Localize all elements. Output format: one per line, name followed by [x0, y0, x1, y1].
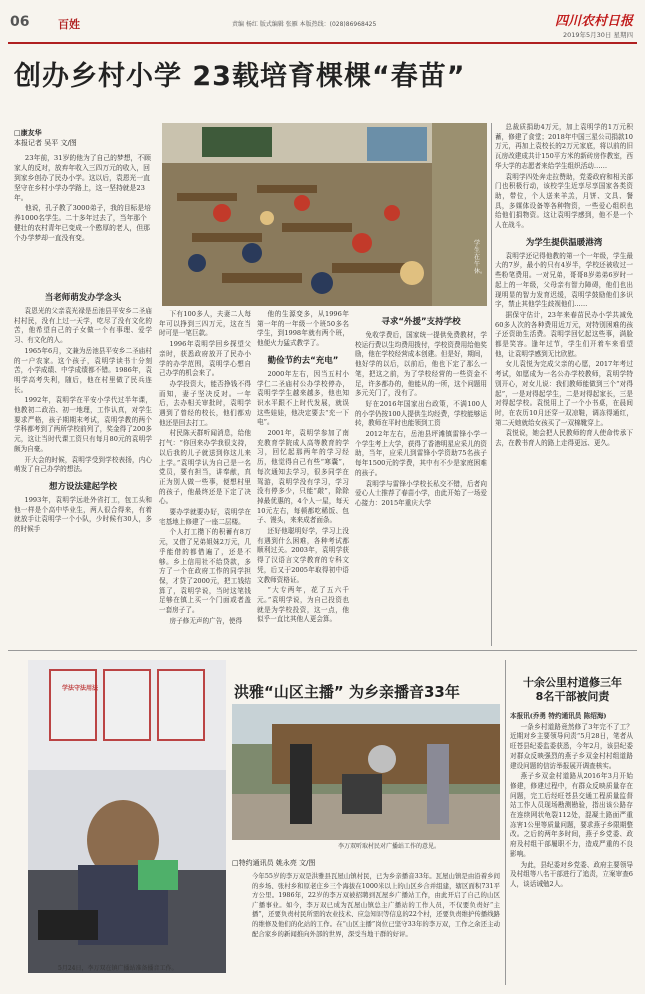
author: □康友华: [14, 129, 42, 137]
paragraph: 女儿袁悦为完成父亲的心愿，2017年考过考试，如愿成为一名公办学校教师，袁明学特别开心，对女儿说：我们教师能做到三个“对得起”，一是对得起学生，二是对得起家长，三是对得起学校。袁悦用上了一个小书桌，在晨间时，在农历10月还穿一双凉鞋，调冻得通红，第二天她就给女孩买了一双棉靴穿上。: [495, 360, 633, 427]
paragraph: 1993年，袁明学远赴外省打工，包工头和他一样是个高中毕业生，两人很合得来，有着就放手让袁明学一个小队，少时候有30人，多的时候手: [14, 495, 152, 534]
subhead: 为学生提供温暖港湾: [525, 237, 603, 248]
paragraph: 袁悦说，她会把人民教师的育人使命传承下去，在教书育人的路上走得更远、更久。: [495, 429, 633, 448]
paragraph: 好在2016年国家出台政策，不满100人的小学仍按100人提供生均经费，学校能够运转，教师在平时也能领到工资: [355, 399, 487, 428]
paragraph: 袁恩光的父亲袁光禄是岳池县平安乡二圣庙村村民，没有上过一天学，吃尽了没有文化的苦，他希望自己的子女做一个有事理、爱学习、有文化的人。: [14, 307, 152, 345]
subhead: 想方设法建起学校: [48, 481, 117, 492]
paragraph: 据保守估计，23年来春苗民办小学共减免60多人次的各种费用近万元，对特别困难的孩子还资助生活费。袁明学回忆起这些事，满脸都是笑容。逢年过节，学生们开着车来看望他，让袁明学感到无比欣慰。: [495, 310, 633, 358]
column-2: [159, 310, 251, 646]
story3-byline: 本报讯(乔勇 特约通讯员 陈绍海): [510, 712, 607, 720]
reporter: 本报记者 吴平 文/图: [14, 139, 77, 147]
paragraph: 袁明学四处奔走拉赞助，党委政府和相关部门也积极行动，该校学生近享尽享国家各类资助，带位，个人送来羊羔，月饼、文具、餐具，多媒体设备等各种物资，一些爱心组织也给他们捐物资。这让袁明学感到，他不是一个人在战斗。: [495, 172, 633, 230]
paragraph: 一条乡村道路竟然修了3年完不了工？近期对乡主要领导问责“5月28日，笔者从旺苍县纪委监委获悉，今年2月，该县纪委对群众反映强烈的燕子乡双金村村组道路建设问题的信访举报展开调查核实。: [510, 722, 633, 770]
story3-headline: 十余公里村道修三年 8名干部被问责: [523, 676, 622, 703]
paragraph: 他的生源变多，从1996年第一年的一年级一个班50多名学生，到1998年就有两个班，他便火力猛式教学了。: [257, 310, 349, 348]
paragraph: 还好他聪明好学，学习上没有遇到什么困难，各种考试都顺利过关。2003年，袁明学获得了汉语言文学教育的专科文凭，后又于2005年取得初中语文教师资格证。: [257, 527, 349, 584]
subhead: 当老师萌发办学念头: [44, 293, 122, 303]
issue-date: 2019年5月30日 星期四: [562, 31, 633, 39]
paragraph: 1992年，袁明学在平安小学代过半年课，他教初二政治、初一地理，工作认真，对学生要求严格，孩子期期末考试，袁明学教的两个学科都考到了两所学校前列了，奖金得了200多元，这让当时代课工资只有每月80元的袁明学颇为自豪。: [14, 396, 152, 453]
paragraph: 1996年袁明学回乡探望父亲时，获悉政府放开了民办小学的办学范围，袁明学心想自己办学的机会来了。: [159, 340, 251, 378]
paragraph: 2012年左右，岳池县坪滩镇雷锋小学一个学生考上大学，获得了香港明星应采儿的资助，当年，应采儿到雷锋小学资助75名孩子每年1500元的学费，其中有不少是家庭困难的孩子。: [355, 430, 487, 477]
paragraph: 为此，县纪委对乡党委、政府主要领导及村组等八名干部进行了追责，立案审查6人，谈话诫勉2人。: [510, 860, 633, 888]
photo-caption: 学生在午休。: [474, 240, 487, 275]
header-divider: [8, 42, 637, 44]
column-4: [355, 310, 487, 646]
paragraph: 袁明学还记得他教的第一个一年级，学生最大的7岁，最小的只有4岁半，学校还被收过一些粉笔费用。一对兄弟，哥哥8岁弟弟6岁时一起上的一年级，父母亲有智力障碍，他们也出现明显的智力发育迟缓，袁明学鼓励他们多识字，禁止其他学生歧视他们……: [495, 251, 633, 309]
story2-headline: 洪雅“山区主播” 为乡亲播音33年: [234, 683, 460, 701]
paragraph: 1965年6月，文兼为岳池县平安乡二圣庙村的一户农家。这个孩子，袁明学读书十分刻苦，小学成绩、中学成绩都不错。1986年，袁明学高考失利，随后，他在村里做了民兵连长。: [14, 346, 152, 394]
paragraph: 要办学就要办好，袁明学在宅基地上修建了一座二层楼。: [159, 508, 251, 526]
newspaper-logo: 四川农村日报: [554, 14, 633, 29]
paragraph: 房子修无声的广告，使得: [169, 616, 243, 625]
story2-body: 今年55岁的李万双是洪雅县瓦屋山镇村民，已为乡亲播音33年。瓦屋山镇是由沿着乡间的乡场、张村乡和原老庄乡三个海拔在1000米以上的山区乡合并组建，辖区面积731平方公里。1986年，22岁的李万双被招聘到瓦屋乡广播站工作，由此开启了自己的山区广播事业。如今，李万双已成为瓦屋山镇总主广播站的工作人员，不仅要负责好“主播”，还要负责村民所需的农业技术、应急知识等信息的22个村，还要负责维护传播线路的维修及他们的化站的工作。在“山区主播”岗位已坚守33年的李万双，工作之余还主动配合家乡的新闻推向外部的世界，深受当地干群的好评。: [252, 872, 500, 938]
classroom-photo: [162, 123, 487, 306]
paragraph: “大专两年，花了五六千元。”袁明学说，为自己投资也就是为学校投资，这一点，他似乎一直比其他人更会算。: [257, 586, 349, 624]
story2-byline: □特约通讯员 姚永亮 文/图: [232, 859, 316, 867]
paragraph: 下有100多人，夫妻二人每年可以挣到三四万元，这在当时可是一笔巨款。: [159, 310, 251, 338]
column-5: [495, 123, 633, 646]
paragraph: 2000年左右，因当五村小学仁二圣庙村公办学校停办，袁明学学生越来越多，他也知识水平跟不上时代发展，就误这些娃娃，他决定要去“充一下电”。: [257, 369, 349, 427]
column-divider: [491, 123, 492, 646]
paragraph: 袁明学与雷锋小学校长私交不错，后者向爱心人士推荐了春苗小学，由此开始了一场爱心接力：2015年重庆大学: [355, 479, 487, 507]
paragraph: 总裁质捐助4万元，加上袁明学的1万元积蓄，修建了食堂；2018年中国三星公司捐款10万元，再加上袁校长的2万元家底，将以前的旧瓦房改建成共计150平方米的新砖房作教室，西华大学的志愿者来给学生组织活动……: [495, 123, 633, 170]
subhead: 寻求“外援”支持学校: [381, 317, 461, 327]
lead-paragraph: 23年前，31岁的他为了自己的梦想，不顾家人的反对，放弃年收入三四万元的收入，回到家乡创办了民办小学。这以后，袁恩光一直坚守在乡村小学办学路上，这一坚持就是23年。: [14, 154, 151, 202]
paragraph: 2001年，袁明学参加了南充教育学院成人高等教育的学习，回忆起那两年的学习经历，他觉得自己有些“寒囊”，每次通知去学习，很多同学在驾游，袁明学没有学习，学习没有停多少，只能“敲”，除除掉最优惠的，4个人一屋，每天10元左右，每顿都吃稀饭、包子、馒头，来来成者面条。: [257, 429, 349, 525]
lead-paragraph: 他说，孔子教了3000弟子，我的目标是培养1000名学生。二十多年过去了，当年那个健壮的农村青年已变成一个憨厚的老人，但那个办学梦却一直没有变。: [14, 204, 151, 242]
section-divider: [8, 650, 637, 651]
column-divider: [505, 660, 506, 985]
paragraph: 免收学费后，国家统一提供免费教材，学校运行费以生均费用拨付，学校资费用给他奖励，他在学校经营成本创建。但是好，期间，他好学的以后，以前后，他也下定了那么一笔，把这之前，为了学校经营的一些资金不足，许多都办的，他能从的一所，这个问题用多元关门了，没有了。: [355, 331, 487, 398]
village-photo: [232, 704, 500, 840]
subhead: 勤俭节约去“充电”: [267, 355, 339, 366]
paragraph: 办学投资大，能否挣钱不得而知，妻子坚决反对。一年后，去办相关审批时，袁明学遇到了曾经的校长，他们都劝他还是回去打工。: [159, 379, 251, 427]
paragraph: 村民陈天群听闻消息，给他打气：“你回来办学我很支持，以后我的儿子就送到你这儿来上学。”袁明学认为自己是一名党员，要有担当，讲奉献，真正为别人做一些事，便想村里的孩子，他最终还是下定了决心。: [159, 429, 251, 506]
page-number: 06: [10, 14, 30, 30]
column-3: [257, 310, 349, 646]
broadcaster-photo: [28, 660, 226, 973]
paragraph: 燕子乡双金村道路从2016年3月开始修建，修建过程中，有群众反映质量存在问题，完工后经旺苍县交通工程质量监督站工作人员现场勘测勘验，指出该公路存在连续网状龟裂112处，混凝土路面严重冻害1公里等质量问题，要求燕子乡限期整改。之后的两年多时间，燕子乡党委、政府及村组干部履职不力，造成严重的不良影响。: [510, 772, 633, 858]
main-headline: 创办乡村小学 23载培育棵棵“春苗”: [14, 61, 466, 92]
editor-info: 责编 杨红 版式编辑 张雁 本版热线：(028)86968425: [232, 21, 377, 28]
story3-body: [510, 712, 633, 984]
photo-caption-left: 5月24日，李万双在镇广播站准备播音工作。: [58, 965, 178, 972]
lead-text: [14, 153, 152, 279]
photo-caption-right: 李万双听取村民对广播站工作的意见。: [338, 843, 441, 850]
column-1: [14, 286, 152, 646]
paragraph: 开大会的时候，袁明学受到学校表扬，内心萌发了自己办学的想法。: [14, 455, 152, 474]
section-title: 百姓: [58, 18, 80, 31]
poster-title: 学法守法用法: [62, 685, 99, 692]
paragraph: 个人打工攒下的积蓄有8万元，又借了兄弟姐妹2万元，几乎能借的都借遍了，还是不够。乡上信用社不给贷款，多方了一个在政府工作的同学担保，才贷了2000元，把工钱结算了，袁明学说，当时这笔钱足够在镇上买一个门面或者盖一套房子了。: [159, 528, 251, 615]
